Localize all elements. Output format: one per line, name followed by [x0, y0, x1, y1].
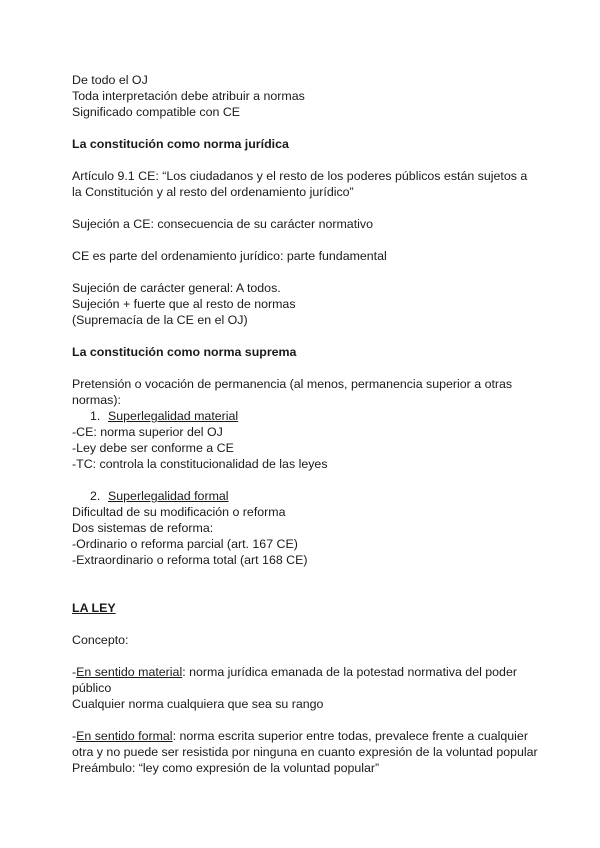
section-heading-norma-juridica: La constitución como norma jurídica — [72, 137, 289, 151]
list-title-superlegalidad-material: Superlegalidad material — [108, 409, 239, 423]
list-item: -Ley debe ser conforme a CE — [72, 441, 234, 455]
formal-prefix: - — [72, 729, 77, 743]
list-item: -Extraordinario o reforma total (art 168 CE) — [72, 553, 308, 567]
intro-line-3: Significado compatible con CE — [72, 105, 241, 119]
pretension-line-2: normas): — [72, 393, 121, 407]
general-line-3: (Supremacía de la CE en el OJ) — [72, 313, 248, 327]
intro-line-2: Toda interpretación debe atribuir a normas — [72, 89, 305, 103]
formal-line-2: otra y no puede ser resistida por ninguna en cuanto expresión de la voluntad popular — [72, 745, 538, 759]
intro-line-1: De todo el OJ — [72, 73, 148, 87]
article-quote-line-1: Artículo 9.1 CE: “Los ciudadanos y el resto de los poderes públicos están sujetos a — [72, 169, 528, 183]
general-line-1: Sujeción de carácter general: A todos. — [72, 281, 281, 295]
formal-line-1 — [72, 728, 528, 744]
concepto-line: Concepto: — [72, 633, 129, 647]
formal-line-3: Preámbulo: “ley como expresión de la voluntad popular” — [72, 761, 380, 775]
material-prefix: - — [72, 665, 77, 679]
section-heading-norma-suprema: La constitución como norma suprema — [72, 345, 297, 359]
article-quote-line-2: la Constitución y al resto del ordenamiento jurídico” — [72, 185, 354, 199]
material-line-2: público — [72, 681, 112, 695]
section-heading-la-ley: LA LEY — [72, 601, 116, 615]
material-line-3: Cualquier norma cualquiera que sea su rango — [72, 697, 324, 711]
list-title-superlegalidad-formal: Superlegalidad formal — [108, 489, 229, 503]
material-term: En sentido material — [76, 665, 183, 679]
formal-term: En sentido formal — [76, 729, 173, 743]
formal-rest: : norma escrita superior entre todas, prevalece frente a cualquier — [172, 729, 528, 743]
list-item: -TC: controla la constitucionalidad de las leyes — [72, 457, 328, 471]
list-item: -Ordinario o reforma parcial (art. 167 CE) — [72, 537, 298, 551]
list-item: Dos sistemas de reforma: — [72, 521, 214, 535]
list-number-2: 2. — [90, 489, 101, 503]
general-line-2: Sujeción + fuerte que al resto de normas — [72, 297, 296, 311]
material-line-1 — [72, 664, 517, 680]
pretension-line-1: Pretensión o vocación de permanencia (al menos, permanencia superior a otras — [72, 377, 513, 391]
parte-line: CE es parte del ordenamiento jurídico: parte fundamental — [72, 249, 387, 263]
list-item: Dificultad de su modificación o reforma — [72, 505, 286, 519]
sujecion-line: Sujeción a CE: consecuencia de su carácter normativo — [72, 217, 373, 231]
list-number-1: 1. — [90, 409, 101, 423]
material-rest: : norma jurídica emanada de la potestad normativa del poder — [182, 665, 517, 679]
list-item: -CE: norma superior del OJ — [72, 425, 223, 439]
